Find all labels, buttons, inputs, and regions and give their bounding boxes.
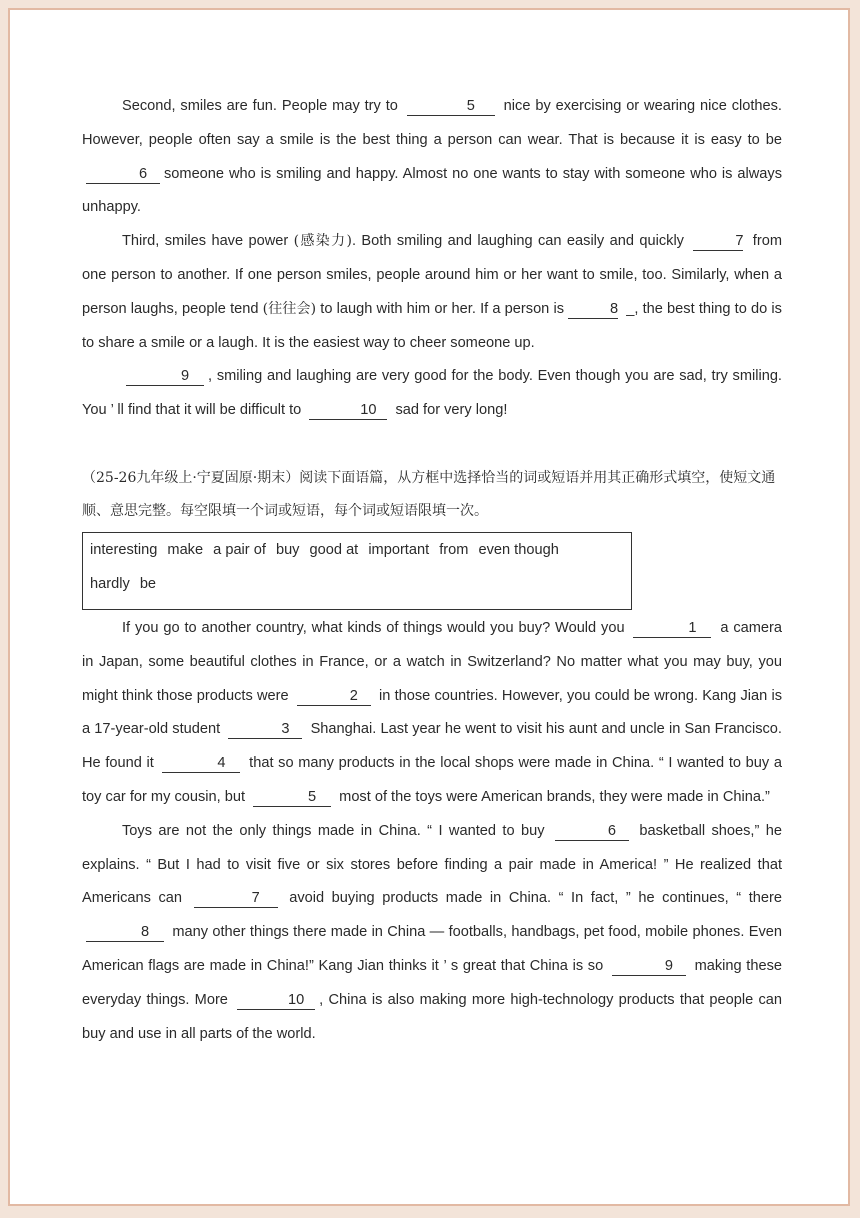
text: most of the toys were American brands, they were made in China.”	[339, 788, 770, 805]
blank-10b[interactable]: 10	[237, 991, 315, 1010]
word-option: make	[167, 541, 204, 558]
text: from one person to another. If one person smiles, people around him or her want to smile, too. Similarly, when a person laughs, people tend	[82, 233, 782, 317]
word-bank-box	[82, 532, 632, 610]
word-option: buy	[275, 541, 300, 558]
text: a camera in Japan, some beautiful clothes in France, or a watch in Switzerland? No matter what you may buy, you might think those products were	[82, 619, 783, 704]
text: nice by exercising or wearing nice clothes. However, people often say a smile is the best thing a person can wear. That is because it is easy to be	[82, 98, 782, 148]
paragraph-smiles-fun	[82, 90, 782, 225]
blank-3[interactable]: 3	[228, 720, 302, 739]
text: . Both smiling and laughing can easily and quickly	[351, 233, 684, 250]
paragraph-smiles-health	[82, 360, 782, 428]
text: to laugh with him or her. If a person is	[320, 300, 565, 317]
chinese-gloss: (感染力)	[293, 233, 352, 250]
word-option: hardly	[90, 575, 130, 592]
paragraph-made-in-china	[82, 815, 782, 1052]
blank-10[interactable]: 10	[309, 401, 387, 420]
blank-6b[interactable]: 6	[555, 822, 629, 841]
word-option: a pair of	[213, 541, 266, 558]
blank-8b[interactable]: 8	[86, 923, 164, 942]
text: , China is also making more high-technology products that people can buy and use in all parts of the world.	[82, 991, 782, 1042]
word-bank-line	[90, 567, 631, 601]
text: someone who is smiling and happy. Almost no one wants to stay with someone who is always unhappy.	[82, 165, 782, 216]
blank-9[interactable]: 9	[126, 367, 204, 386]
word-option: be	[139, 575, 157, 592]
blank-9b[interactable]: 9	[612, 957, 686, 976]
text: basketball shoes,” he explains. “ But I had to visit five or six stores before finding a pair made in America! ” He realized that Americans can	[82, 822, 782, 907]
word-option: interesting	[90, 541, 158, 558]
blank-8[interactable]: 8	[568, 300, 618, 319]
text: many other things there made in China — footballs, handbags, pet food, mobile phones. Even American flags are made in China!” Kang Jian thinks it ’ s great that China is so	[82, 924, 782, 974]
blank-5b[interactable]: 5	[253, 788, 331, 807]
text: Second, smiles are fun. People may try to	[122, 98, 398, 114]
chinese-gloss: (往往会)	[262, 300, 317, 317]
blank-7[interactable]: 7	[693, 232, 743, 251]
text: _, the best thing to do is to share a smile or a laugh. It is the easiest way to cheer someone up.	[82, 300, 782, 351]
word-option: good at	[309, 541, 359, 558]
paragraph-smiles-power	[82, 225, 782, 360]
text: , smiling and laughing are very good for the body. Even though you are sad, try smiling. You ’ ll find that it will be difficult to	[82, 368, 782, 419]
word-option: even though	[478, 541, 559, 558]
text: making these everyday things. More	[82, 957, 782, 1008]
text: Third, smiles have power	[122, 233, 289, 250]
word-option: from	[439, 541, 469, 558]
blank-2[interactable]: 2	[297, 687, 371, 706]
text: If you go to another country, what kinds of things would you buy? Would you	[122, 619, 625, 636]
paragraph-shopping-abroad	[82, 612, 782, 815]
worksheet-content	[82, 90, 782, 1051]
blank-1[interactable]: 1	[633, 619, 711, 638]
blank-6[interactable]: 6	[86, 165, 160, 184]
blank-7b[interactable]: 7	[194, 889, 278, 908]
exercise-instruction: （25-26九年级上·宁夏固原·期末）阅读下面语篇，从方框中选择恰当的词或短语并用其正确形式填空，使短文通顺、意思完整。每空限填一个词或短语，每个词或短语限填一次。	[82, 469, 776, 519]
word-option: important	[368, 541, 430, 558]
text: that so many products in the local shops were made in China. “ I wanted to buy a toy car for my cousin, but	[82, 755, 782, 805]
worksheet-page	[8, 8, 850, 1206]
text: in those countries. However, you could be wrong. Kang Jian is a 17-year-old student	[82, 687, 782, 738]
blank-5[interactable]: 5	[407, 97, 495, 116]
word-bank-line	[90, 533, 631, 567]
text: Shanghai. Last year he went to visit his aunt and uncle in San Francisco. He found it	[82, 721, 782, 772]
blank-4[interactable]: 4	[162, 754, 240, 773]
text: Toys are not the only things made in China. “ I wanted to buy	[122, 822, 545, 839]
text: avoid buying products made in China. “ In fact, ” he continues, “ there	[289, 890, 782, 907]
text: sad for very long!	[395, 402, 508, 419]
